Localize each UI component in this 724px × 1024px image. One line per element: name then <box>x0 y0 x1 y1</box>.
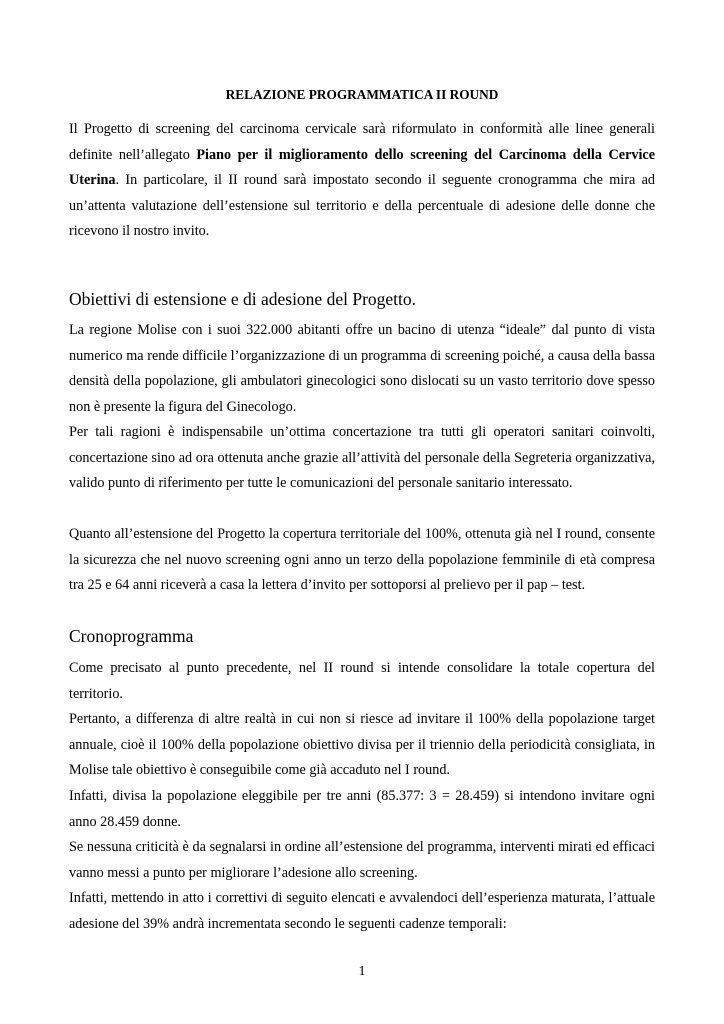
intro-bold-plan-title: Piano per il miglioramento dello screening del Carcinoma della Cervice Uterina <box>69 146 656 189</box>
intro-text-end: . In particolare, il II round sarà impostato secondo il seguente cronogramma che mira ad un’attenta valutazione dell’estensione sul territorio e della percentuale di adesione delle donne che ricevono il nostro invito. <box>69 172 655 240</box>
section1-paragraph-3: Quanto all’estensione del Progetto la copertura territoriale del 100%, ottenuta già nel I round, consente la sicurezza che nel nuovo screening ogni anno un terzo della popolazione femminile di età compresa tra 25 e 64 anni riceverà a casa la lettera d’invito per sottoporsi al prelievo per il pap – test. <box>69 526 655 594</box>
intro-paragraph <box>69 117 655 245</box>
section2-paragraph-4: Se nessuna criticità è da segnalarsi in ordine all’estensione del programma, interventi mirati ed efficaci vanno messi a punto per migliorare l’adesione allo screening. <box>69 839 655 881</box>
section-heading-obiettivi: Obiettivi di estensione e di adesione del Progetto. <box>69 289 417 309</box>
section2-paragraph-5: Infatti, mettendo in atto i correttivi di seguito elencati e avvalendoci dell’esperienza maturata, l’attuale adesione del 39% andrà incrementata secondo le seguenti cadenze temporali: <box>69 890 655 932</box>
section2-paragraph-1: Come precisato al punto precedente, nel II round si intende consolidare la totale copertura del territorio. <box>69 660 655 702</box>
section-heading-cronoprogramma: Cronoprogramma <box>69 626 194 646</box>
section1-paragraph-2: Per tali ragioni è indispensabile un’ottima concertazione tra tutti gli operatori sanitari coinvolti, concertazione sino ad ora ottenuta anche grazie all’attività del personale della Segreteria organizzativa, valido punto di riferimento per tutte le comunicazioni del personale sanitario interessato. <box>69 424 655 492</box>
document-title: RELAZIONE PROGRAMMATICA II ROUND <box>225 87 499 102</box>
section2-paragraph-2: Pertanto, a differenza di altre realtà in cui non si riesce ad invitare il 100% della popolazione target annuale, cioè il 100% della popolazione obiettivo divisa per il triennio della periodicità consigliata, in Molise tale obiettivo è conseguibile come già accaduto nel I round. <box>69 711 655 779</box>
intro-text-start: Il Progetto di screening del carcinoma cervicale sarà riformulato in conformità alle linee generali definite nell’allegato <box>69 121 655 163</box>
section1-paragraph-1: La regione Molise con i suoi 322.000 abitanti offre un bacino di utenza “ideale” dal punto di vista numerico ma rende difficile l’organizzazione di un programma di screening poiché, a causa della bassa densità della popolazione, gli ambulatori ginecologici sono dislocati su un vasto territorio dove spesso non è presente la figura del Ginecologo. <box>69 322 655 415</box>
section2-paragraph-3: Infatti, divisa la popolazione eleggibile per tre anni (85.377: 3 = 28.459) si intendono invitare ogni anno 28.459 donne. <box>69 788 655 830</box>
page-number: 1 <box>358 964 366 979</box>
